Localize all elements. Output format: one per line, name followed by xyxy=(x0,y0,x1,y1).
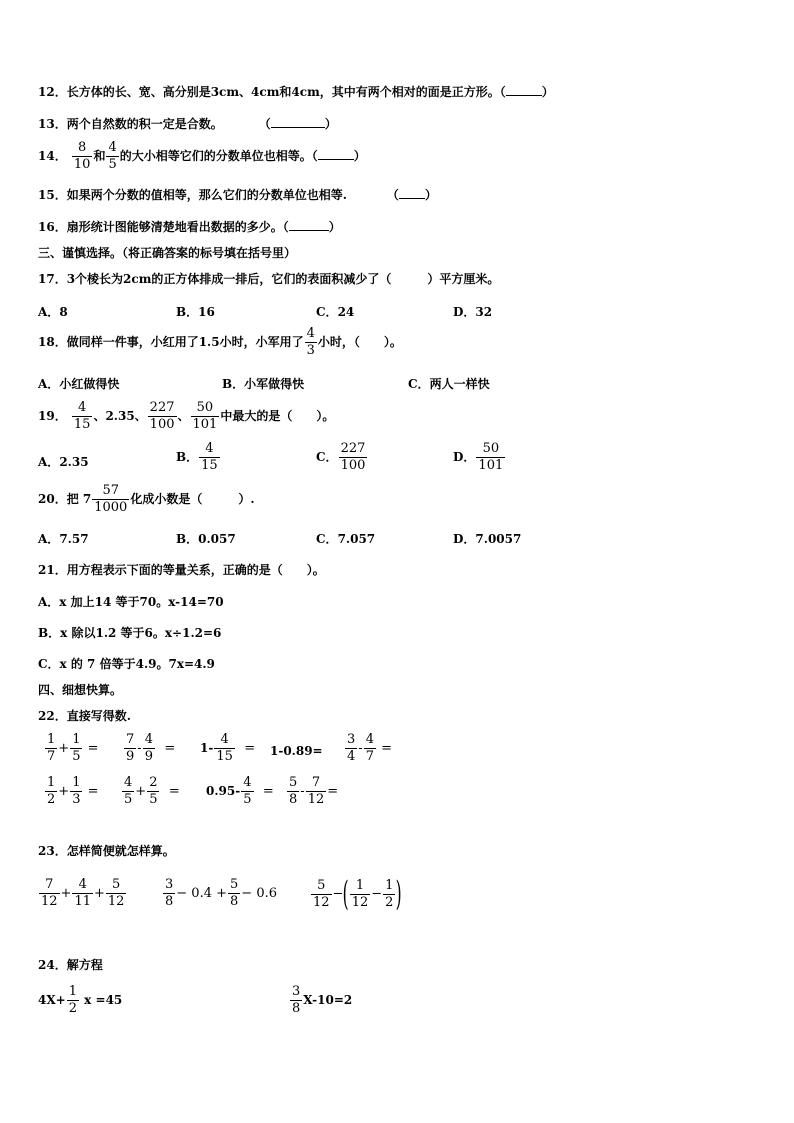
expression: $\frac{5}{12}$ −( $\frac{1}{12}$ − $\frac{1}{2}$ ) xyxy=(313,874,403,914)
answer-blank[interactable] xyxy=(399,187,425,199)
fraction: $\frac{227}{100}$ xyxy=(149,400,175,432)
fraction: $\frac{4}{3}$ xyxy=(306,326,315,358)
option-c[interactable]: C．x 的 7 倍等于4.9。7x=4.9 xyxy=(38,657,215,671)
option-d[interactable]: D． $\frac{50}{101}$ xyxy=(453,441,504,473)
option-c[interactable]: C． $\frac{227}{100}$ xyxy=(316,441,366,473)
fraction: $\frac{227}{100}$ xyxy=(340,441,366,473)
expression: 1- $\frac{4}{15}$ = xyxy=(200,732,256,764)
question-17: 17．3个棱长为2cm的正方体排成一排后，它们的表面积减少了（ ）平方厘米。 xyxy=(38,272,500,286)
option-c[interactable]: C．24 xyxy=(316,305,355,319)
question-24: 24．解方程 xyxy=(38,958,103,972)
expression: $\frac{1}{2}$ + $\frac{1}{3}$ = xyxy=(47,775,99,807)
option-c[interactable]: C．两人一样快 xyxy=(408,377,490,391)
question-22: 22．直接写得数. xyxy=(38,709,131,723)
option-a[interactable]: A．x 加上14 等于70。x-14=70 xyxy=(38,595,224,609)
section-title: 三、谨慎选择。（将正确答案的标号填在括号里） xyxy=(38,246,297,260)
question-20: 20．把 7 $\frac{57}{1000}$ 化成小数是（ ）. xyxy=(38,483,255,515)
option-b[interactable]: B．x 除以1.2 等于6。x÷1.2=6 xyxy=(38,626,222,640)
expression: $\frac{5}{8}$ - $\frac{7}{12}$ = xyxy=(289,775,339,807)
option-a[interactable]: A．7.57 xyxy=(38,532,89,546)
answer-blank[interactable] xyxy=(318,148,354,160)
option-b[interactable]: B．小军做得快 xyxy=(222,377,305,391)
expression: 0.95- $\frac{4}{5}$ = xyxy=(206,775,274,807)
option-d[interactable]: D．7.0057 xyxy=(453,532,522,546)
expression: $\frac{3}{8}$ − 0.4 + $\frac{5}{8}$ − 0.6 xyxy=(165,877,277,909)
question-16: 16．扇形统计图能够清楚地看出数据的多少。（ ） xyxy=(38,220,341,234)
answer-blank[interactable] xyxy=(289,219,329,231)
question-23: 23．怎样简便就怎样算。 xyxy=(38,844,175,858)
section-title: 四、细想快算。 xyxy=(38,683,123,697)
option-a[interactable]: A．8 xyxy=(38,305,68,319)
right-paren: ) xyxy=(396,874,403,914)
equation: $\frac{3}{8}$ X-10=2 xyxy=(292,984,353,1016)
expression: $\frac{1}{7}$ + $\frac{1}{5}$ = xyxy=(47,732,99,764)
expression: 1-0.89= xyxy=(270,744,323,758)
option-b[interactable]: B． $\frac{4}{15}$ xyxy=(176,441,218,473)
fraction: $\frac{4}{5}$ xyxy=(108,140,117,172)
question-13: 13．两个自然数的积一定是合数。 （ ） xyxy=(38,117,337,131)
option-c[interactable]: C．7.057 xyxy=(316,532,376,546)
answer-blank[interactable] xyxy=(271,116,325,128)
question-19: 19． $\frac{4}{15}$ 、2.35、 $\frac{227}{100}$ 、 $\frac{50}{101}$ 中最大的是（ ）。 xyxy=(38,400,335,432)
question-15: 15．如果两个分数的值相等，那么它们的分数单位也相等. （ ） xyxy=(38,188,437,202)
fraction: $\frac{57}{1000}$ xyxy=(94,483,128,515)
expression: $\frac{7}{9}$ - $\frac{4}{9}$ = xyxy=(126,732,176,764)
question-12: 12．长方体的长、宽、高分别是3cm、4cm和4cm，其中有两个相对的面是正方形。（ ） xyxy=(38,85,554,99)
option-d[interactable]: D．32 xyxy=(453,305,493,319)
left-paren: ( xyxy=(343,874,350,914)
option-a[interactable]: A．2.35 xyxy=(38,455,89,469)
option-b[interactable]: B．16 xyxy=(176,305,215,319)
fraction: $\frac{8}{10}$ xyxy=(73,140,91,172)
fraction: $\frac{4}{15}$ xyxy=(201,441,218,473)
question-14: 14． $\frac{8}{10}$ 和 $\frac{4}{5}$ 的大小相等它们的分数单位也相等。（ ） xyxy=(38,140,366,172)
option-b[interactable]: B．0.057 xyxy=(176,532,236,546)
fraction: $\frac{50}{101}$ xyxy=(192,400,218,432)
fraction: $\frac{50}{101}$ xyxy=(478,441,504,473)
option-a[interactable]: A．小红做得快 xyxy=(38,377,120,391)
question-18: 18．做同样一件事，小红用了1.5小时，小军用了 $\frac{4}{3}$ 小时，（ ）。 xyxy=(38,326,402,358)
expression: $\frac{4}{5}$ + $\frac{2}{5}$ = xyxy=(124,775,180,807)
answer-blank[interactable] xyxy=(506,84,542,96)
equation: 4X+ $\frac{1}{2}$ x =45 xyxy=(38,984,123,1016)
question-21: 21．用方程表示下面的等量关系，正确的是（ ）。 xyxy=(38,563,325,577)
expression: $\frac{7}{12}$ + $\frac{4}{11}$ + $\frac{5}{12}$ xyxy=(41,877,125,909)
expression: $\frac{3}{4}$ - $\frac{4}{7}$ = xyxy=(347,732,393,764)
fraction: $\frac{4}{15}$ xyxy=(73,400,91,432)
